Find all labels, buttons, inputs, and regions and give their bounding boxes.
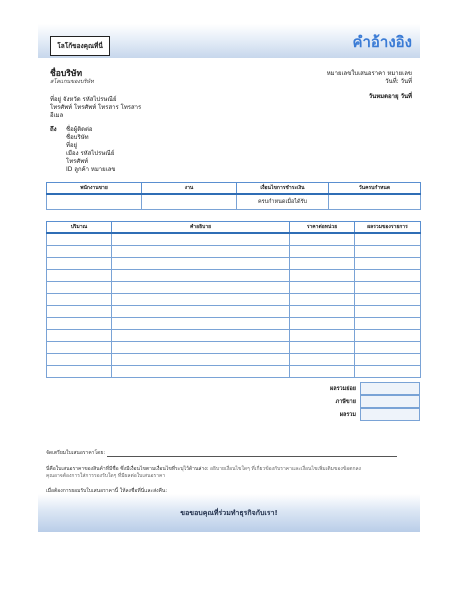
table-row <box>47 318 421 330</box>
table-row <box>47 306 421 318</box>
quantity-cell[interactable] <box>47 258 112 270</box>
quantity-cell[interactable] <box>47 342 112 354</box>
line-total-cell[interactable] <box>355 306 421 318</box>
unit-price-cell[interactable] <box>290 233 355 246</box>
quantity-cell[interactable] <box>47 318 112 330</box>
header-job: งาน <box>142 183 237 195</box>
table-row <box>47 282 421 294</box>
items-table <box>46 221 421 378</box>
quantity-cell[interactable] <box>47 306 112 318</box>
unit-price-cell[interactable] <box>290 258 355 270</box>
line-total-cell[interactable] <box>355 270 421 282</box>
description-cell[interactable] <box>112 282 290 294</box>
recipient-line: โทรศัพท์ <box>66 158 89 165</box>
description-cell[interactable] <box>112 258 290 270</box>
unit-price-cell[interactable] <box>290 306 355 318</box>
table-row <box>47 246 421 258</box>
info-table <box>46 182 421 210</box>
total-label: ผลรวม <box>339 412 356 418</box>
due-date-cell[interactable] <box>329 194 421 210</box>
quantity-cell[interactable] <box>47 354 112 366</box>
line-total-cell[interactable] <box>355 233 421 246</box>
accept-prompt: เมื่อต้องการยอมรับใบเสนอราคานี้ ให้ลงชื่อที่นี่และส่งคืน: <box>46 488 168 494</box>
line-total-cell[interactable] <box>355 294 421 306</box>
quote-page <box>38 24 420 582</box>
line-total-cell[interactable] <box>355 318 421 330</box>
description-cell[interactable] <box>112 354 290 366</box>
description-cell[interactable] <box>112 342 290 354</box>
salesperson-cell[interactable] <box>47 194 142 210</box>
header-salesperson: พนักงานขาย <box>47 183 142 195</box>
description-cell[interactable] <box>112 233 290 246</box>
unit-price-cell[interactable] <box>290 246 355 258</box>
header-quantity: ปริมาณ <box>47 222 112 234</box>
header-payment-terms: เงื่อนไขการชำระเงิน <box>237 183 329 195</box>
table-row <box>47 330 421 342</box>
address-line: อีเมล <box>50 112 64 119</box>
quantity-cell[interactable] <box>47 246 112 258</box>
description-cell[interactable] <box>112 246 290 258</box>
thank-you-message: ขอขอบคุณที่ร่วมทำธุรกิจกับเรา! <box>180 509 278 517</box>
line-total-cell[interactable] <box>355 342 421 354</box>
table-row <box>47 294 421 306</box>
unit-price-cell[interactable] <box>290 366 355 378</box>
header-due-date: วันครบกำหนด <box>329 183 421 195</box>
subtotal-label: ผลรวมย่อย <box>329 386 356 392</box>
recipient-line: ที่อยู่ <box>66 142 78 149</box>
condition-prefix: นี่คือใบเสนอราคาของสินค้าที่มีชื่อ ซึ่งมีเงื่อนไขตามเงื่อนไขที่ระบุไว้ด้านล่าง: <box>46 466 209 472</box>
expiry-date: วันหมดอายุ วันที่ <box>368 93 412 100</box>
description-cell[interactable] <box>112 270 290 282</box>
header-line-total: ผลรวมของรายการ <box>355 222 421 234</box>
unit-price-cell[interactable] <box>290 282 355 294</box>
line-total-cell[interactable] <box>355 246 421 258</box>
line-total-cell[interactable] <box>355 366 421 378</box>
recipient-line: ชื่อบริษัท <box>66 134 89 141</box>
quantity-cell[interactable] <box>47 270 112 282</box>
quantity-cell[interactable] <box>47 330 112 342</box>
tax-label: ภาษีขาย <box>335 399 356 405</box>
recipient-label: ถึง <box>50 126 57 133</box>
description-cell[interactable] <box>112 330 290 342</box>
unit-price-cell[interactable] <box>290 294 355 306</box>
total-field[interactable] <box>360 408 420 421</box>
condition-text: อธิบายเงื่อนไขใดๆ ที่เกี่ยวข้องกับราคาและเงื่อนไขเพิ่มเติมของข้อตกลง <box>210 466 362 472</box>
quantity-cell[interactable] <box>47 366 112 378</box>
job-cell[interactable] <box>142 194 237 210</box>
payment-terms-cell[interactable]: ครบกำหนดเมื่อได้รับ <box>237 194 329 210</box>
subtotal-field[interactable] <box>360 382 420 395</box>
company-address <box>50 96 200 120</box>
recipient-line: ชื่อผู้ติดต่อ <box>66 126 93 133</box>
line-total-cell[interactable] <box>355 354 421 366</box>
description-cell[interactable] <box>112 366 290 378</box>
condition-line2: คุณอาจต้องการใส่การรองรับใดๆ ที่มีผลต่อใบเสนอราคา <box>46 473 166 479</box>
table-row <box>47 270 421 282</box>
address-line: ที่อยู่ จังหวัด รหัสไปรษณีย์ <box>50 96 117 103</box>
line-total-cell[interactable] <box>355 258 421 270</box>
unit-price-cell[interactable] <box>290 270 355 282</box>
recipient-line: เมือง รหัสไปรษณีย์ <box>66 150 115 157</box>
company-slogan: สโลแกนของบริษัท <box>50 79 94 85</box>
header-description: คำอธิบาย <box>112 222 290 234</box>
line-total-cell[interactable] <box>355 282 421 294</box>
line-total-cell[interactable] <box>355 330 421 342</box>
quantity-cell[interactable] <box>47 282 112 294</box>
quote-date: วันที่: วันที่ <box>385 78 412 85</box>
quantity-cell[interactable] <box>47 233 112 246</box>
table-row <box>47 342 421 354</box>
company-name: ชื่อบริษัท <box>50 69 83 79</box>
table-row <box>47 354 421 366</box>
table-row <box>47 233 421 246</box>
page-title: คำอ้างอิง <box>352 33 412 51</box>
prepared-by-label: จัดเตรียมใบเสนอราคาโดย: <box>46 450 106 456</box>
totals-block <box>308 382 420 421</box>
recipient-line: ID ลูกค้า หมายเลข <box>66 166 116 173</box>
table-row <box>47 194 421 210</box>
header-unit-price: ราคาต่อหน่วย <box>290 222 355 234</box>
description-cell[interactable] <box>112 306 290 318</box>
table-row <box>47 366 421 378</box>
unit-price-cell[interactable] <box>290 342 355 354</box>
prepared-by-line[interactable] <box>107 456 397 457</box>
unit-price-cell[interactable] <box>290 330 355 342</box>
company-logo: โลโก้ของคุณที่นี่ <box>50 36 110 56</box>
description-cell[interactable] <box>112 294 290 306</box>
quote-number: หมายเลขใบเสนอราคา หมายเลข <box>326 70 412 77</box>
description-cell[interactable] <box>112 318 290 330</box>
table-row <box>47 258 421 270</box>
tax-field[interactable] <box>360 395 420 408</box>
address-line: โทรศัพท์ โทรศัพท์ โทรสาร โทรสาร <box>50 104 142 111</box>
unit-price-cell[interactable] <box>290 354 355 366</box>
unit-price-cell[interactable] <box>290 318 355 330</box>
quantity-cell[interactable] <box>47 294 112 306</box>
